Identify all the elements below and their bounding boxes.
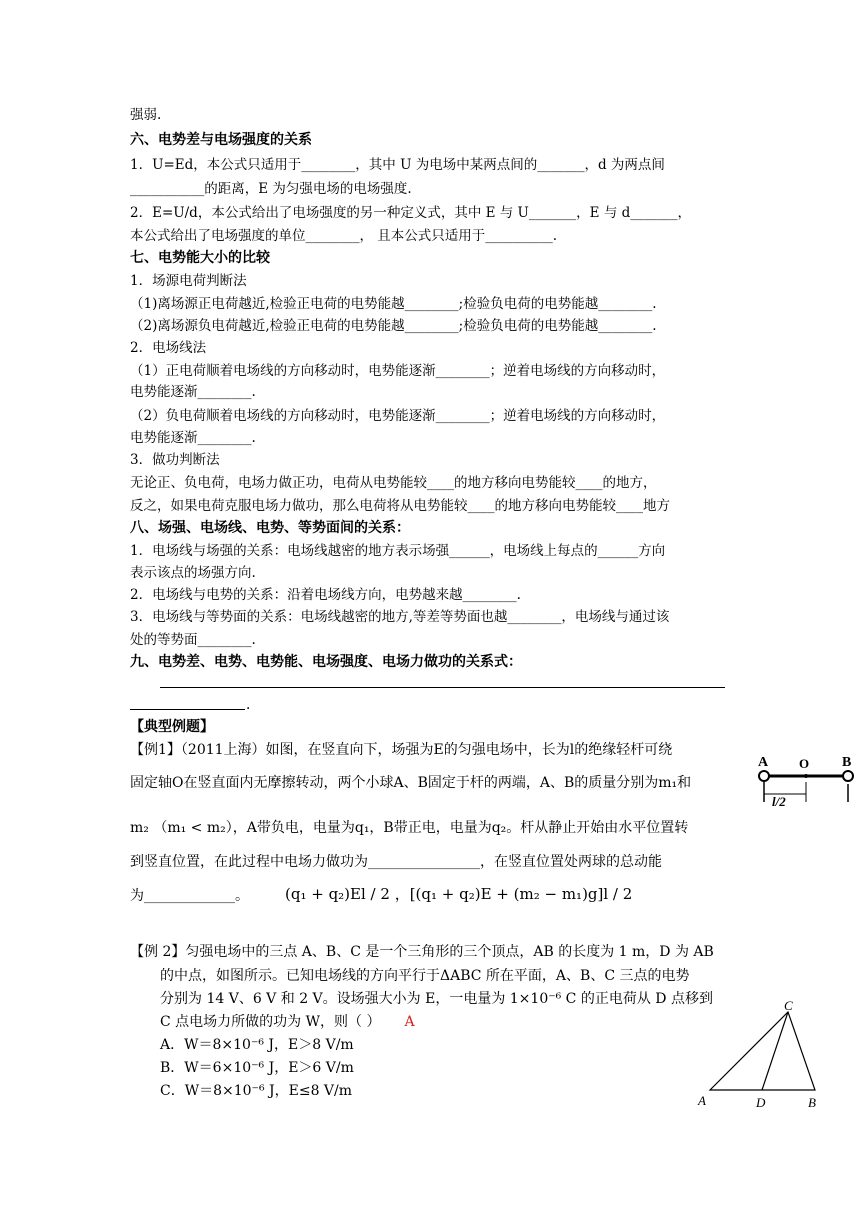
label-d: D <box>756 1095 766 1110</box>
answer-blank-line <box>130 709 245 710</box>
rod-figure <box>752 752 860 808</box>
example-1-answer: (q₁ + q₂)El / 2 ，[(q₁ + q₂)E + (m₂ − m₁)g]l / 2 <box>285 885 633 903</box>
pivot-o <box>804 774 808 778</box>
text-line: 2．E=U/d，本公式给出了电场强度的另一种定义式，其中 E 与 U_______，E 与 d_______， <box>130 205 692 221</box>
example-1-line: 固定轴O在竖直面内无摩擦转动，两个小球A、B固定于杆的两端，A、B的质量分别为m₁和 <box>130 775 692 791</box>
typical-examples-heading: 【典型例题】 <box>130 719 214 735</box>
text-line: （2)离场源负电荷越近,检验正电荷的电势能越________;检验负电荷的电势能越________. <box>130 318 657 334</box>
label-b: B <box>842 755 852 770</box>
section-heading-8: 八、场强、电场线、电势、等势面间的关系： <box>130 520 410 536</box>
text-line: 1．场源电荷判断法 <box>130 273 247 289</box>
example-2-line: 【例 2】匀强电场中的三点 A、B、C 是一个三角形的三个顶点，AB 的长度为 1 m，D 为 AB <box>130 944 714 960</box>
option-b: B．W＝6×10⁻⁶ J，E＞6 V/m <box>160 1060 354 1076</box>
segment-cd <box>762 1012 788 1090</box>
answer-blank-line <box>160 687 725 688</box>
label-a: A <box>698 1093 706 1108</box>
text-line: 电势能逐渐________. <box>130 384 256 400</box>
ball-b <box>843 771 853 781</box>
triangle-figure <box>690 998 840 1113</box>
text-line: 处的等势面________. <box>130 632 256 648</box>
example-1-line: m₂ （m₁ < m₂），A带负电，电量为q₁，B带正电，电量为q₂。杆从静止开始由水平位置转 <box>130 820 689 836</box>
example-2-answer: A <box>404 1014 415 1030</box>
text-line: （1)离场源正电荷越近,检验正电荷的电势能越________;检验负电荷的电势能越________. <box>130 296 657 312</box>
text-line: 强弱. <box>130 107 162 123</box>
example-2-line: C 点电场力所做的功为 W，则（ ） A <box>160 1014 415 1030</box>
text-line: 无论正、负电荷，电场力做正功，电荷从电势能较____的地方移向电势能较____的地方， <box>130 475 657 491</box>
text-line: 1．电场线与场强的关系：电场线越密的地方表示场强______，电场线上每点的______方向 <box>130 543 666 559</box>
text-line: （2）负电荷顺着电场线的方向移动时，电势能逐渐________；逆着电场线的方向移动时， <box>130 408 666 424</box>
text-line: 本公式给出了电场强度的单位________， 且本公式只适用于__________. <box>130 228 558 244</box>
text-line: 3．电场线与等势面的关系：电场线越密的地方,等差等势面也越________，电场线与通过该 <box>130 609 670 625</box>
text-line: 2．电场线与电势的关系：沿着电场线方向，电势越来越________. <box>130 587 521 603</box>
section-heading-7: 七、电势能大小的比较 <box>130 250 270 266</box>
label-b: B <box>808 1095 816 1110</box>
label-a: A <box>758 755 769 770</box>
text-line: 2．电场线法 <box>130 340 207 356</box>
example-1-line: 【例1】（2011上海）如图，在竖直向下，场强为E的匀强电场中，长为l的绝缘轻杆可绕 <box>130 742 673 758</box>
example-1-line: 到竖直位置，在此过程中电场力做功为________________，在竖直位置处两球的总动能 <box>130 854 662 870</box>
label-o: O <box>799 756 810 771</box>
section-heading-9: 九、电势差、电势、电势能、电场强度、电场力做功的关系式： <box>130 654 522 670</box>
text-line: 表示该点的场强方向. <box>130 565 256 581</box>
option-a: A．W＝8×10⁻⁶ J，E＞8 V/m <box>160 1037 354 1053</box>
text-line: （1）正电荷顺着电场线的方向移动时，电势能逐渐________；逆着电场线的方向移动时， <box>130 363 666 379</box>
example-2-line: 分别为 14 V、6 V 和 2 V。设场强大小为 E，一电量为 1×10⁻⁶ C 的正电荷从 D 点移到 <box>160 991 713 1007</box>
ball-a <box>759 771 769 781</box>
example-1-line: 为_____________。 <box>130 888 249 904</box>
text-line: 电势能逐渐________. <box>130 430 256 446</box>
option-c: C．W＝8×10⁻⁶ J，E≤8 V/m <box>160 1083 353 1099</box>
text-line: 反之，如果电荷克服电场力做功，那么电荷将从电势能较____的地方移向电势能较____地方 <box>130 498 670 514</box>
example-2-line: 的中点，如图所示。已知电场线的方向平行于ΔABC 所在平面，A、B、C 三点的电势 <box>160 968 690 984</box>
text-line: 1．U=Ed，本公式只适用于________，其中 U 为电场中某两点间的_______，d 为两点间 <box>130 157 665 173</box>
text-line: . <box>246 697 251 713</box>
section-heading-6: 六、电势差与电场强度的关系 <box>130 132 312 148</box>
label-c: C <box>784 998 793 1013</box>
text-line: 3．做功判断法 <box>130 452 220 468</box>
label-half-length: l/2 <box>772 794 786 808</box>
triangle-abc <box>710 1012 815 1090</box>
text-line: ___________的距离，E 为匀强电场的电场强度. <box>130 181 412 197</box>
